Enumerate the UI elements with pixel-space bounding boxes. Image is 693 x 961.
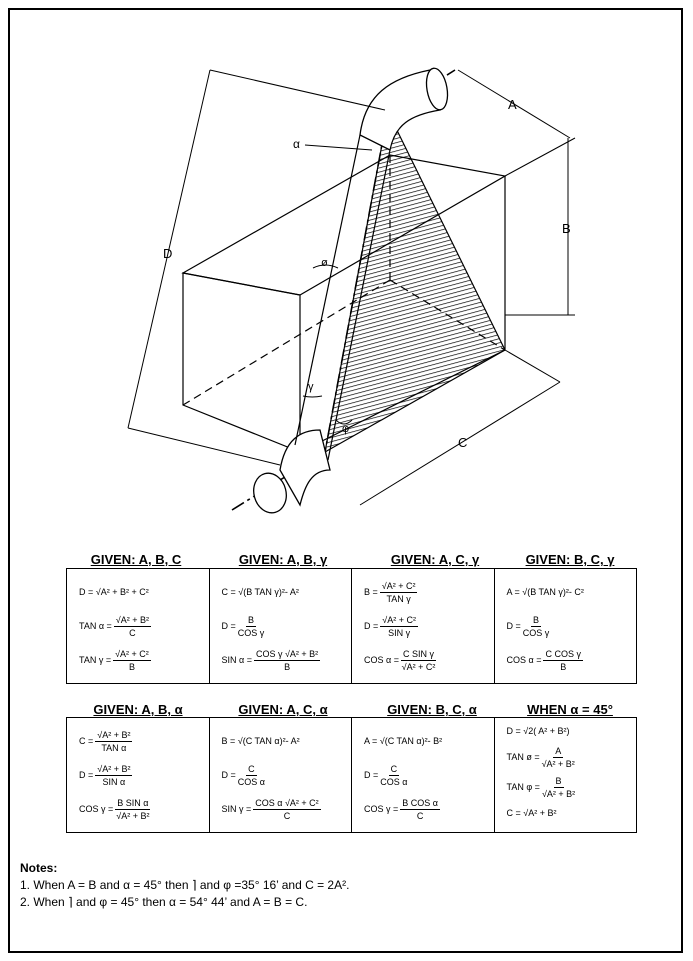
formula: COS γ = $\frac{\text{B COS α}}{C}$: [364, 797, 438, 821]
formula-cell-ab-gamma: [210, 569, 353, 683]
formula: C = √A² + B²: [506, 808, 557, 818]
formula-row-2: [66, 717, 637, 833]
formula-cell-ab-alpha: [67, 718, 210, 832]
heading-ac-gamma: GIVEN: A, C, γ: [390, 552, 480, 567]
label-B: B: [562, 221, 571, 236]
label-phi2: φ: [342, 423, 350, 435]
note-1: 1. When A = B and α = 45° then ⌉ and φ =35° 16’ and C = 2A².: [20, 878, 350, 892]
formula-row-1: [66, 568, 637, 684]
hatched-triangle: [325, 112, 505, 452]
note-2: 2. When ⌉ and φ = 45° then α = 54° 44’ and A = B = C.: [20, 895, 308, 909]
notes-title: Notes:: [20, 861, 58, 875]
formula: D = $\frac{\text{√A² + C²}}{\text{SIN γ}}$: [364, 614, 416, 638]
formula: D = √2( A² + B²): [506, 726, 570, 736]
formula: COS γ = $\frac{\text{B SIN α}}{\text{√A² + B²}}$: [79, 797, 150, 821]
formula-cell-ac-alpha: [210, 718, 353, 832]
formula: TAN ø = $\frac{A}{\text{√A² + B²}}$: [506, 745, 575, 769]
label-D: D: [163, 246, 173, 261]
formula: D = $\frac{\text{√A² + B²}}{\text{SIN α}}$: [79, 763, 131, 787]
formula: TAN γ = $\frac{\text{√A² + C²}}{B}$: [79, 648, 149, 672]
formula: B = √(C TAN α)²- A²: [221, 736, 300, 746]
heading-bc-gamma: GIVEN: B, C, γ: [525, 552, 615, 567]
formula-cell-alpha-45: [495, 718, 637, 832]
formula: D = $\frac{C}{\text{COS α}}$: [364, 763, 408, 787]
label-phi: ø: [321, 257, 328, 269]
pipe-lower-elbow: [280, 430, 330, 505]
formula-cell-abc: [67, 569, 210, 683]
formula: COS α = $\frac{\text{C SIN γ}}{\text{√A² + C²}}$: [364, 648, 436, 672]
formula: D = √A² + B² + C²: [79, 587, 149, 597]
heading-ab-gamma: GIVEN: A, B, γ: [238, 552, 328, 567]
label-A: A: [508, 97, 517, 112]
formula: B = $\frac{\text{√A² + C²}}{\text{TAN γ}}$: [364, 580, 416, 604]
label-C: C: [458, 435, 468, 450]
formula-cell-ac-gamma: [352, 569, 495, 683]
label-alpha: α: [293, 137, 300, 151]
formula: D = $\frac{B}{\text{COS γ}}$: [221, 614, 265, 638]
notes-section: [20, 860, 349, 911]
formula-cell-bc-alpha: [352, 718, 495, 832]
alpha-leader: [305, 145, 372, 150]
heading-abc: GIVEN: A, B, C: [90, 552, 182, 567]
formula: TAN α = $\frac{\text{√A² + B²}}{C}$: [79, 614, 149, 638]
formula: C = $\frac{\text{√A² + B²}}{\text{TAN α}}$: [79, 729, 131, 753]
heading-ac-alpha: GIVEN: A, C, α: [238, 702, 328, 717]
formula: A = √(B TAN γ)²- C²: [506, 587, 584, 597]
formula: A = √(C TAN α)²- B²: [364, 736, 443, 746]
formula: SIN α = $\frac{\text{COS γ √A² + B²}}{B}$: [221, 648, 319, 672]
heading-bc-alpha: GIVEN: B, C, α: [387, 702, 477, 717]
heading-ab-alpha: GIVEN: A, B, α: [93, 702, 183, 717]
formula: COS α = $\frac{\text{C COS γ}}{B}$: [506, 648, 581, 672]
formula: C = √(B TAN γ)²- A²: [221, 587, 299, 597]
gamma-arc: [303, 396, 322, 397]
formula: TAN φ = $\frac{B}{\text{√A² + B²}}$: [506, 775, 576, 799]
label-gamma: γ: [308, 381, 314, 393]
formula-cell-bc-gamma: [495, 569, 637, 683]
formula: SIN γ = $\frac{\text{COS α √A² + C²}}{C}$: [221, 797, 319, 821]
box-front-face: [183, 273, 300, 452]
heading-alpha-45: WHEN α = 45°: [527, 702, 613, 717]
formula: D = $\frac{C}{\text{COS α}}$: [221, 763, 265, 787]
formula: D = $\frac{B}{\text{COS γ}}$: [506, 614, 550, 638]
